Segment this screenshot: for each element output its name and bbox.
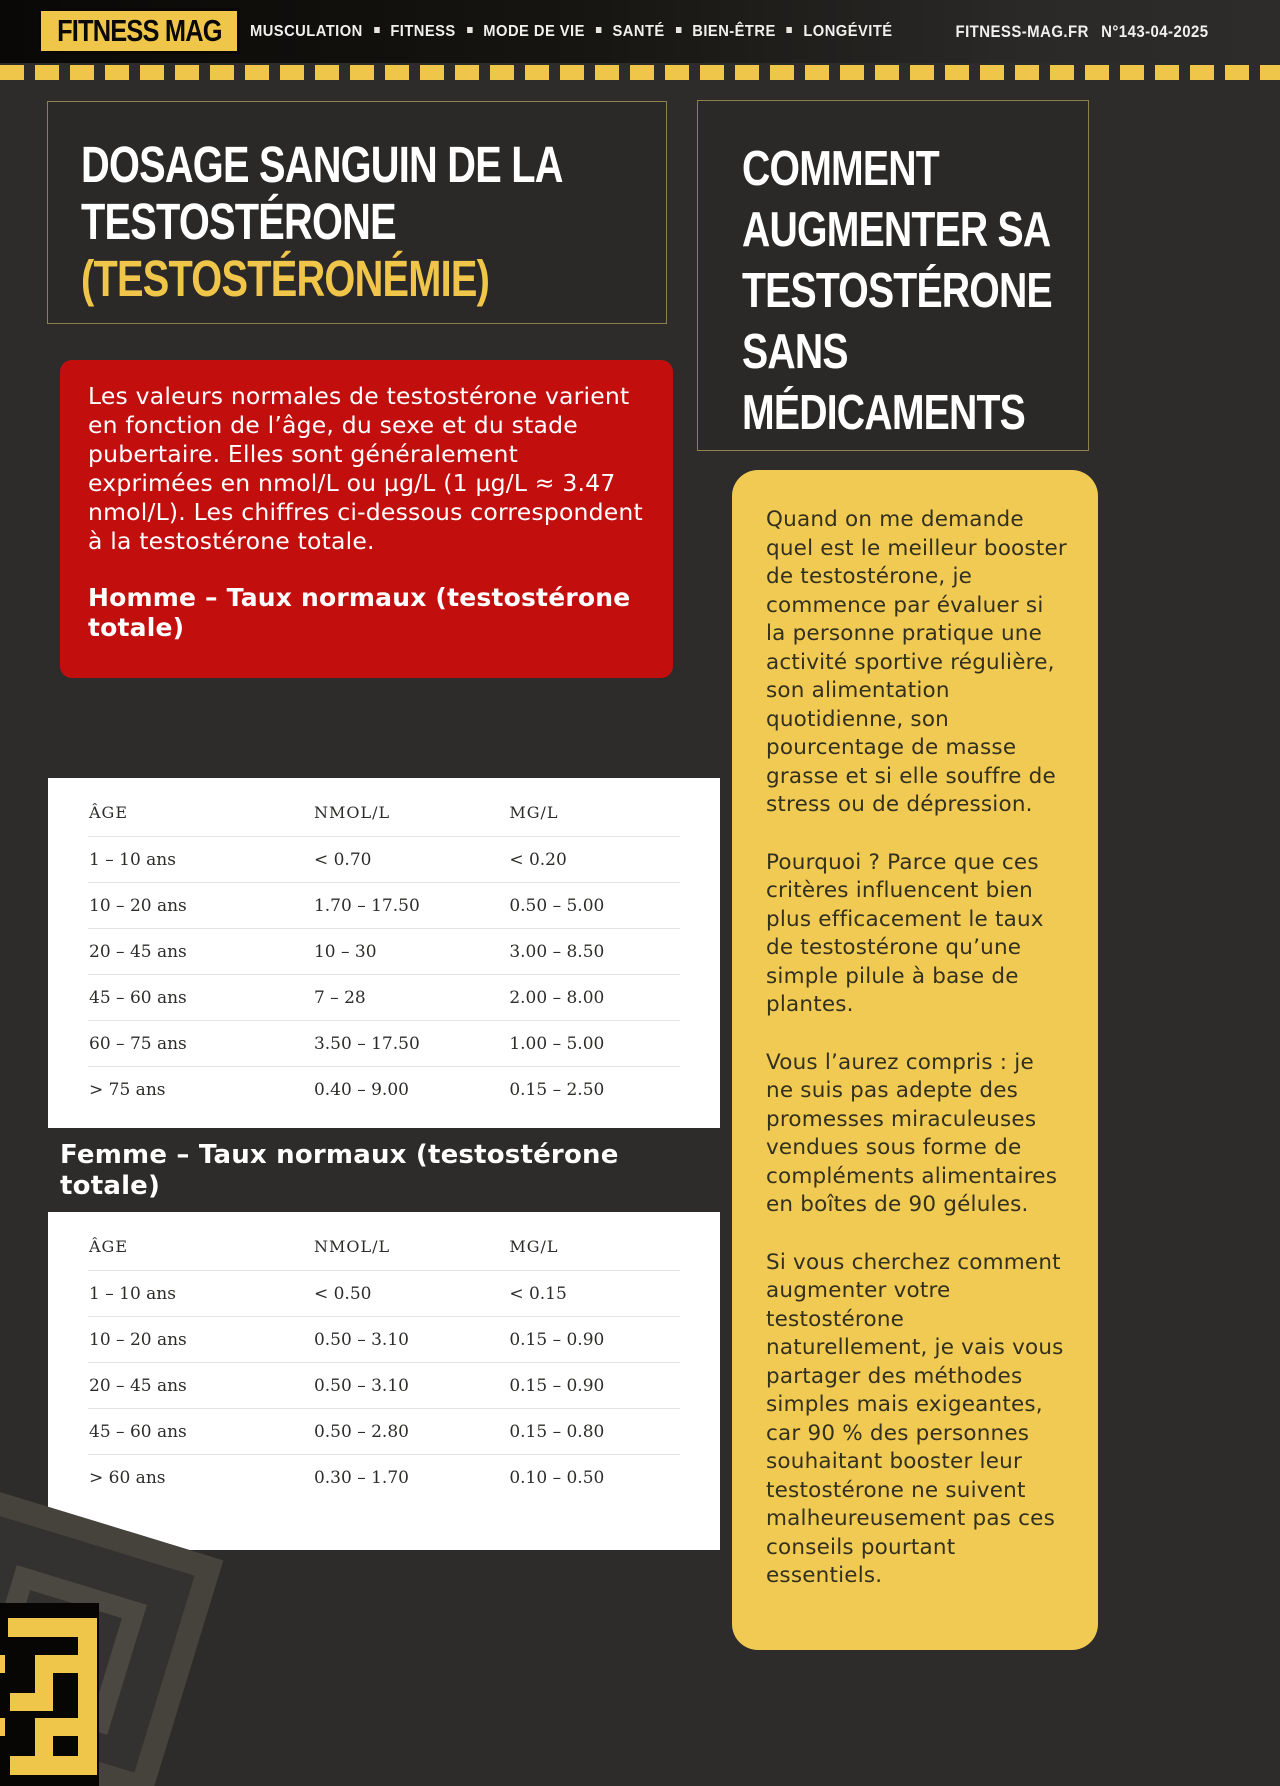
article-paragraph: Si vous cherchez comment augmenter votre testostérone naturellement, je vais vous partager des méthodes simples mais exigeantes, car 90 % des personnes souhaitant booster leur testostérone ne suivent malheureusement pas ces conseils pourtant essentiels.	[766, 1249, 1064, 1588]
age-cell: 20 – 45 ans	[88, 1363, 313, 1409]
nmol-cell: 0.40 – 9.00	[313, 1067, 508, 1113]
meander-icon	[0, 1603, 99, 1786]
logo-fitness-mag	[38, 8, 240, 54]
article-title-line: MÉDICAMENTS	[742, 386, 1026, 440]
page-title-line: DOSAGE SANGUIN DE LA	[81, 136, 563, 193]
article-paragraph: Vous l’aurez compris : je ne suis pas adepte des promesses miraculeuses vendues sous forme de compléments alimentaires en boîtes de 90 gélules.	[766, 1049, 1058, 1217]
dashed-divider	[0, 65, 1280, 80]
nmol-cell: 10 – 30	[313, 929, 508, 975]
table-row	[88, 1455, 680, 1501]
table-header-cell: ÂGE	[89, 1236, 129, 1256]
table-row	[88, 883, 680, 929]
issue-block	[955, 0, 1208, 63]
nmol-cell: 0.50 – 2.80	[313, 1409, 508, 1455]
age-cell: 45 – 60 ans	[88, 1409, 313, 1455]
nav-item: LONGÉVITÉ	[776, 23, 893, 41]
age-cell: > 60 ans	[88, 1455, 313, 1501]
mg-cell: 0.15 – 2.50	[508, 1067, 680, 1113]
mg-cell: 0.15 – 0.90	[508, 1317, 680, 1363]
age-cell: 45 – 60 ans	[88, 975, 313, 1021]
table-row	[88, 1021, 680, 1067]
table-header-cell: NMOL/L	[313, 1236, 391, 1256]
age-cell: 60 – 75 ans	[88, 1021, 313, 1067]
mg-cell: 3.00 – 8.50	[508, 929, 680, 975]
table-header-cell: ÂGE	[89, 802, 129, 822]
mg-cell: 0.15 – 0.80	[508, 1409, 680, 1455]
age-cell: 10 – 20 ans	[88, 1317, 313, 1363]
homme-table	[48, 778, 720, 1128]
nmol-cell: 0.50 – 3.10	[313, 1363, 508, 1409]
mg-cell: < 0.20	[508, 837, 680, 883]
table-header-cell: NMOL/L	[313, 802, 391, 822]
logo-text: FITNESS MAG	[56, 13, 222, 48]
intro-card	[60, 360, 673, 678]
mg-cell: 0.15 – 0.90	[508, 1363, 680, 1409]
table-header-cell: MG/L	[509, 1236, 559, 1256]
nmol-cell: 3.50 – 17.50	[313, 1021, 508, 1067]
article-title-line: SANS	[742, 325, 848, 379]
page-title-line: TESTOSTÉRONE	[81, 193, 396, 250]
table-row	[88, 929, 680, 975]
right-title-box	[697, 100, 1089, 451]
table-row	[88, 1363, 680, 1409]
left-title-box	[47, 101, 667, 324]
nav-item: FITNESS	[363, 23, 456, 41]
article-title-line: AUGMENTER SA	[742, 203, 1051, 257]
table-row	[88, 1271, 680, 1317]
nav-item: SANTÉ	[585, 23, 665, 41]
nmol-cell: 0.50 – 3.10	[313, 1317, 508, 1363]
table-row	[88, 837, 680, 883]
femme-table	[48, 1212, 720, 1550]
age-cell: 10 – 20 ans	[88, 883, 313, 929]
table-header-row	[88, 1222, 680, 1271]
meander-logo	[0, 1603, 99, 1786]
age-cell: > 75 ans	[88, 1067, 313, 1113]
nmol-cell: 1.70 – 17.50	[313, 883, 508, 929]
mg-cell: 0.10 – 0.50	[508, 1455, 680, 1501]
article-title-line: COMMENT	[742, 142, 939, 196]
site-url: FITNESS-MAG.FR	[955, 21, 1089, 41]
nmol-cell: < 0.50	[313, 1271, 508, 1317]
mg-cell: < 0.15	[508, 1271, 680, 1317]
mg-cell: 0.50 – 5.00	[508, 883, 680, 929]
nmol-cell: < 0.70	[313, 837, 508, 883]
femme-heading: Femme – Taux normaux (testostérone totale)	[60, 1140, 619, 1201]
table-row	[88, 1409, 680, 1455]
age-cell: 1 – 10 ans	[88, 1271, 313, 1317]
issue-number: N°143-04-2025	[1100, 21, 1208, 41]
table-row	[88, 1067, 680, 1113]
homme-heading: Homme – Taux normaux (testostérone totale)	[88, 583, 631, 642]
mg-cell: 2.00 – 8.00	[508, 975, 680, 1021]
article-title-line: TESTOSTÉRONE	[742, 264, 1052, 318]
nav-item: MUSCULATION	[250, 22, 363, 40]
nav-item: BIEN-ÊTRE	[665, 23, 776, 41]
mg-cell: 1.00 – 5.00	[508, 1021, 680, 1067]
table-row	[88, 1317, 680, 1363]
article-card	[732, 470, 1098, 1650]
table-header-row	[88, 788, 680, 837]
nmol-cell: 0.30 – 1.70	[313, 1455, 508, 1501]
masthead	[0, 0, 1280, 63]
nav-item: MODE DE VIE	[456, 23, 585, 41]
article-paragraph: Quand on me demande quel est le meilleur booster de testostérone, je commence par évaluer si la personne pratique une activité sportive régulière, son alimentation quotidienne, son pourcentage de masse grasse et si elle souffre de stress ou de dépression.	[766, 507, 1067, 817]
intro-text: Les valeurs normales de testostérone varient en fonction de l’âge, du sexe et du stade pubertaire. Elles sont généralement exprimées en nmol/L ou µg/L (1 µg/L ≈ 3.47 nmol/L). Les chiffres ci-dessous correspondent à la testostérone totale.	[88, 382, 643, 555]
table-row	[88, 975, 680, 1021]
article-paragraph: Pourquoi ? Parce que ces critères influencent bien plus efficacement le taux de testostérone qu’une simple pilule à base de plantes.	[766, 849, 1044, 1017]
table-header-cell: MG/L	[509, 802, 559, 822]
age-cell: 20 – 45 ans	[88, 929, 313, 975]
masthead-nav	[250, 0, 893, 63]
age-cell: 1 – 10 ans	[88, 837, 313, 883]
nmol-cell: 7 – 28	[313, 975, 508, 1021]
page-title-accent-line: (TESTOSTÉRONÉMIE)	[81, 250, 490, 307]
